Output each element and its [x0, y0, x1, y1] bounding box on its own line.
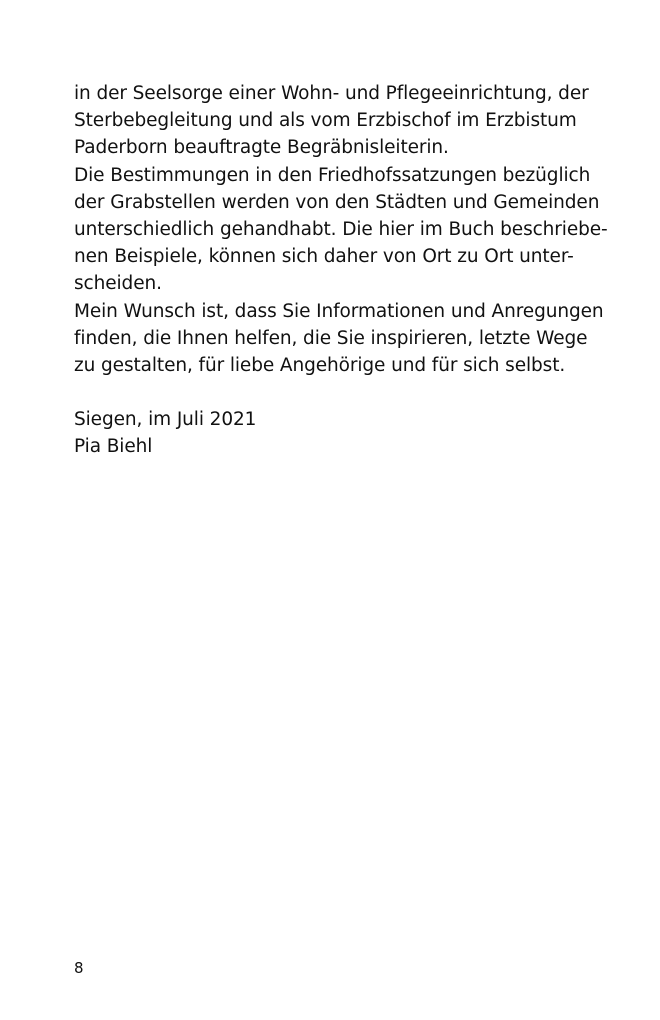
- text-line: Mein Wunsch ist, dass Sie Informationen und Anregungen: [74, 300, 604, 322]
- paragraph-spacer: [74, 379, 594, 406]
- text-line: Paderborn beauftragte Begräbnisleiterin.: [74, 137, 449, 159]
- text-line: in der Seelsorge einer Wohn- und Pflegeeinrichtung, der: [74, 83, 589, 104]
- text-line: nen Beispiele, können sich daher von Ort zu Ort unter-: [74, 246, 574, 268]
- signature-author: Pia Biehl: [74, 436, 153, 458]
- body-text: [74, 80, 608, 460]
- text-line: scheiden.: [74, 273, 162, 295]
- text-line: der Grabstellen werden von den Städten und Gemeinden: [74, 191, 600, 213]
- page-number: 8: [74, 959, 84, 977]
- signature-place-date: Siegen, im Juli 2021: [74, 409, 257, 431]
- text-line: Die Bestimmungen in den Friedhofssatzungen bezüglich: [74, 164, 591, 186]
- text-line: Sterbebegleitung und als vom Erzbischof im Erzbistum: [74, 110, 577, 132]
- text-line: unterschiedlich gehandhabt. Die hier im Buch beschriebe-: [74, 218, 608, 240]
- text-line: finden, die Ihnen helfen, die Sie inspirieren, letzte Wege: [74, 327, 588, 349]
- text-line: zu gestalten, für liebe Angehörige und für sich selbst.: [74, 354, 566, 376]
